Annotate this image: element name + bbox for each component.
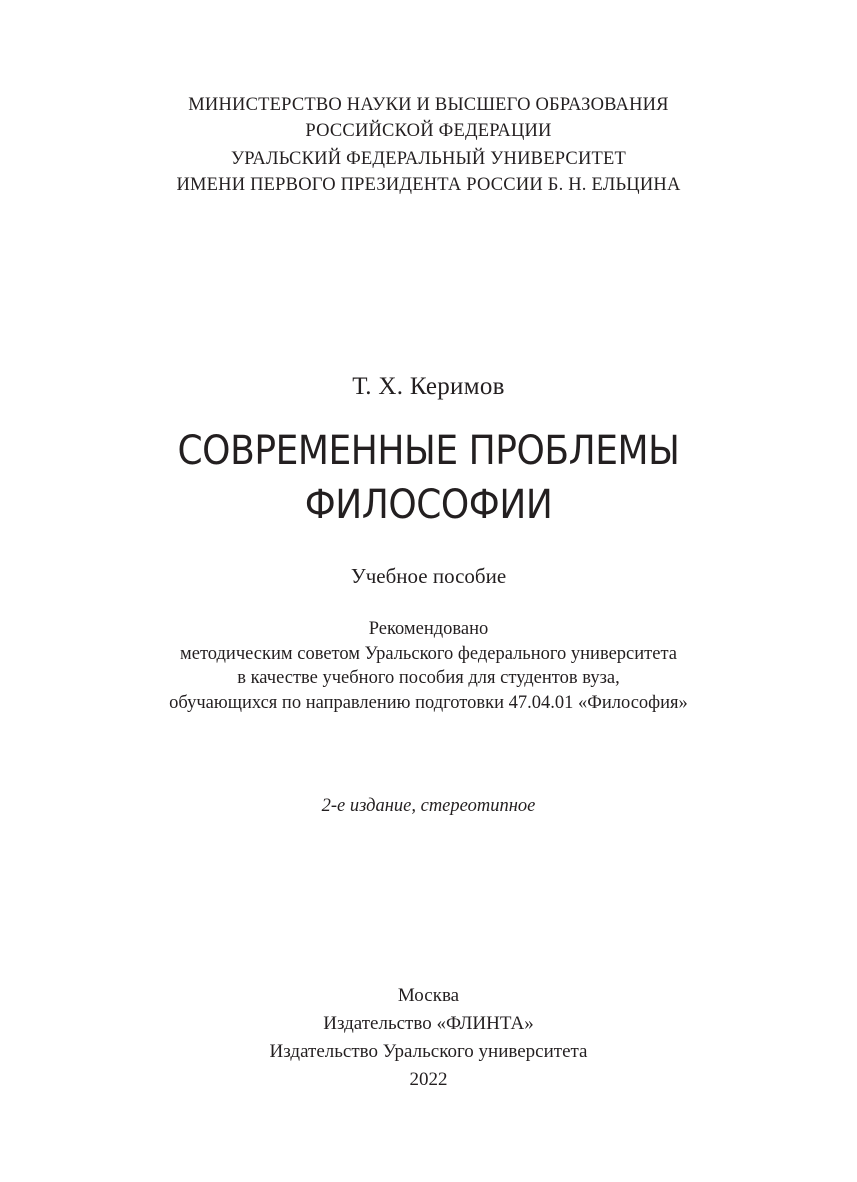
title-line: СОВРЕМЕННЫЕ ПРОБЛЕМЫ [177, 428, 680, 474]
book-title [43, 424, 814, 532]
edition-note: 2-е издание, стереотипное [321, 796, 536, 816]
ministry-header [0, 92, 857, 144]
ministry-line: МИНИСТЕРСТВО НАУКИ И ВЫСШЕГО ОБРАЗОВАНИЯ [188, 95, 669, 115]
ministry-line: РОССИЙСКОЙ ФЕДЕРАЦИИ [305, 121, 552, 141]
recommendation-line: методическим советом Уральского федерального университета [180, 643, 677, 664]
recommendation-line: обучающихся по направлению подготовки 47.04.01 «Философия» [169, 692, 688, 713]
publisher-block [0, 982, 857, 1094]
author-name: Т. Х. Керимов [352, 373, 505, 400]
university-line: ИМЕНИ ПЕРВОГО ПРЕЗИДЕНТА РОССИИ Б. Н. ЕЛЬЦИНА [176, 175, 681, 195]
publisher-name: Издательство Уральского университета [269, 1041, 588, 1062]
publication-city: Москва [397, 985, 460, 1006]
recommendation-text [0, 617, 857, 715]
publication-year: 2022 [409, 1069, 448, 1090]
title-line: ФИЛОСОФИИ [304, 482, 553, 528]
publisher-name: Издательство «ФЛИНТА» [323, 1013, 534, 1034]
recommendation-line: Рекомендовано [368, 619, 489, 639]
book-subtitle: Учебное пособие [350, 564, 507, 588]
university-header [0, 146, 857, 198]
university-line: УРАЛЬСКИЙ ФЕДЕРАЛЬНЫЙ УНИВЕРСИТЕТ [230, 149, 627, 169]
recommendation-line: в качестве учебного пособия для студентов вуза, [237, 668, 620, 688]
